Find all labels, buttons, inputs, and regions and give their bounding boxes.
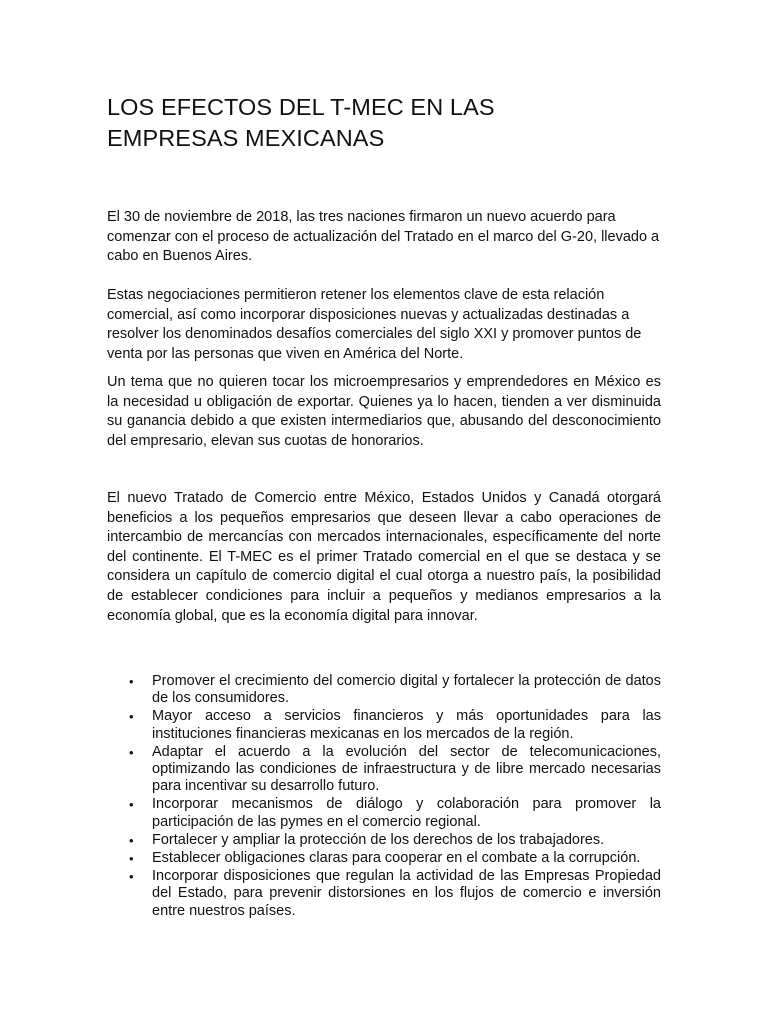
paragraph-3: Un tema que no quieren tocar los microempresarios y emprendedores en México es la necesidad u obligación de exportar. Quienes ya lo hacen, tienden a ver disminuida su ganancia debido a que existen intermediarios que, abusando del desconocimiento del empresario, elevan sus cuotas de honorarios. [107, 374, 661, 449]
list-item [107, 708, 661, 742]
title-line-2: EMPRESAS MEXICANAS [107, 125, 385, 151]
list-item [107, 744, 661, 796]
paragraph-1: El 30 de noviembre de 2018, las tres naciones firmaron un nuevo acuerdo para comenzar con el proceso de actualización del Tratado en el marco del G-20, llevado a cabo en Buenos Aires. [107, 209, 660, 265]
bullet-icon: • [129, 851, 134, 867]
bullet-icon: • [129, 869, 134, 885]
paragraph-2: Estas negociaciones permitieron retener los elementos clave de esta relación comercial, así como incorporar disposiciones nuevas y actualizadas destinadas a resolver los denominados desafíos comerciales del siglo XXI y promover puntos de venta por las personas que viven en América del Norte. [107, 287, 642, 362]
bullet-icon: • [129, 709, 134, 725]
list-item-text: Incorporar disposiciones que regulan la actividad de las Empresas Propiedad del Estado, para prevenir distorsiones en los flujos de comercio e inversión entre nuestros países. [152, 868, 661, 919]
bullet-icon: • [129, 832, 134, 848]
list-item-text: Promover el crecimiento del comercio digital y fortalecer la protección de datos de los consumidores. [152, 673, 661, 707]
bullet-icon: • [129, 744, 134, 760]
bullet-icon: • [129, 674, 134, 689]
list-item [107, 673, 661, 707]
list-item [107, 832, 661, 849]
list-item [107, 868, 661, 920]
list-item-text: Mayor acceso a servicios financieros y más oportunidades para las instituciones financieras mexicanas en los mercados de la región. [152, 708, 661, 742]
list-item-text: Fortalecer y ampliar la protección de los derechos de los trabajadores. [152, 831, 605, 848]
bullet-icon: • [129, 797, 134, 813]
list-item-text: Adaptar el acuerdo a la evolución del sector de telecomunicaciones, optimizando las condiciones de infraestructura y de libre mercado necesarias para incentivar su desarrollo futuro. [152, 743, 661, 795]
page-title [107, 92, 667, 154]
list-item-text: Establecer obligaciones claras para cooperar en el combate a la corrupción. [152, 850, 641, 867]
list-item [107, 850, 661, 867]
list-item [107, 796, 661, 830]
title-line-1: LOS EFECTOS DEL T-MEC EN LAS [107, 94, 495, 120]
bullet-list [107, 673, 661, 921]
paragraph-4: El nuevo Tratado de Comercio entre México, Estados Unidos y Canadá otorgará beneficios a los pequeños empresarios que deseen llevar a cabo operaciones de intercambio de mercancías con mercados internacionales, específicamente del norte del continente. El T-MEC es el primer Tratado comercial en el que se destaca y se considera un capítulo de comercio digital el cual otorga a nuestro país, la posibilidad de establecer condiciones para incluir a pequeños y medianos empresarios a la economía global, que es la economía digital para innovar. [107, 490, 661, 624]
list-item-text: Incorporar mecanismos de diálogo y colaboración para promover la participación de las pymes en el comercio regional. [152, 796, 661, 830]
